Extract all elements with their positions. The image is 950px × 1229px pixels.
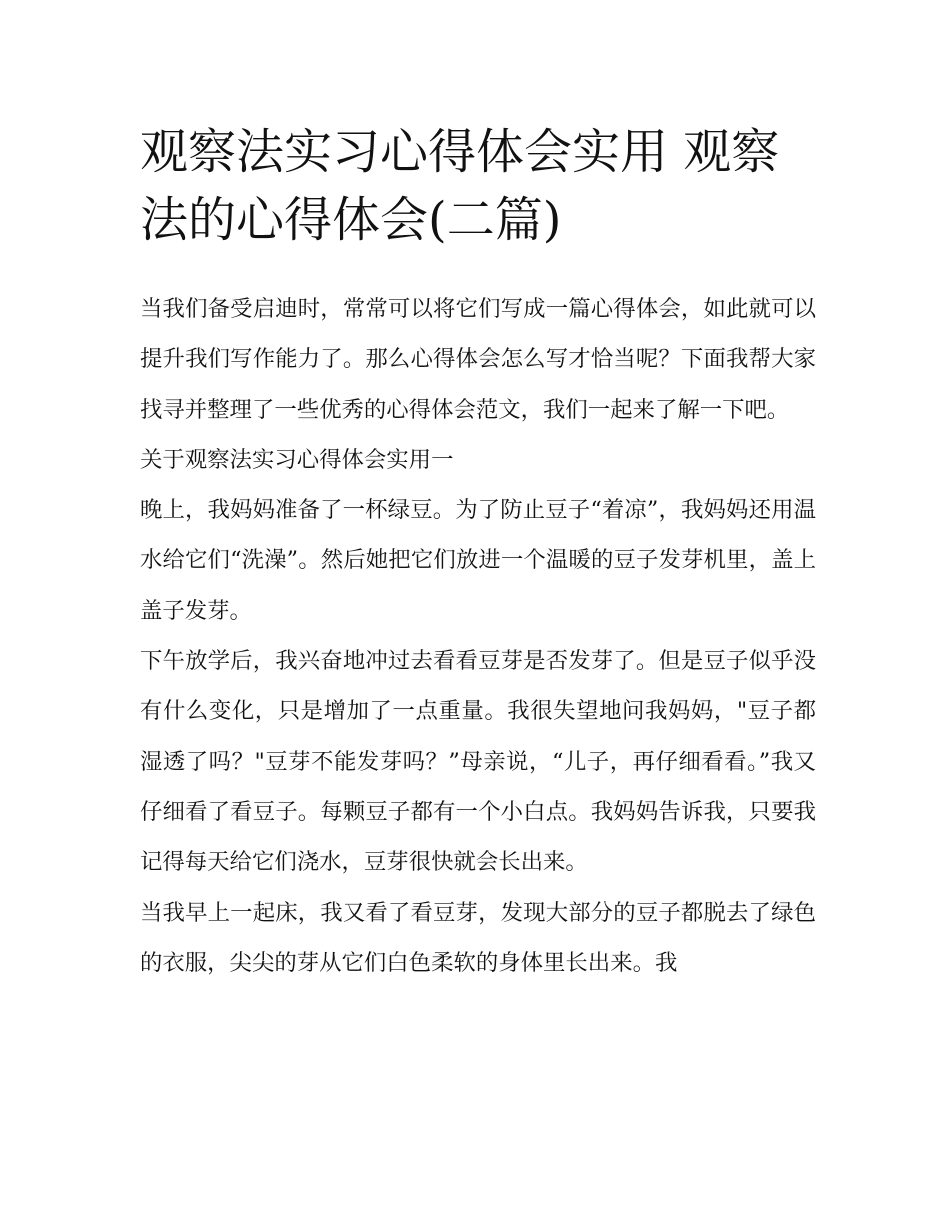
intro-paragraph: 当我们备受启迪时，常常可以将它们写成一篇心得体会，如此就可以提升我们写作能力了。那么心得体会怎么写才恰当呢？下面我帮大家找寻并整理了一些优秀的心得体会范文，我们一起来了解一下吧。 [140,296,816,423]
document-content [140,118,816,988]
section-heading: 关于观察法实习心得体会实用一 [140,446,454,473]
body-paragraph: 下午放学后，我兴奋地冲过去看看豆芽是否发芽了。但是豆子似乎没有什么变化，只是增加了一点重量。我很失望地问我妈妈，"豆子都湿透了吗？"豆芽不能发芽吗？”母亲说，“儿子，再仔细看看。”我又仔细看了看豆子。每颗豆子都有一个小白点。我妈妈告诉我，只要我记得每天给它们浇水，豆芽很快就会长出来。 [140,648,816,876]
body-paragraph: 当我早上一起床，我又看了看豆芽，发现大部分的豆子都脱去了绿色的衣服，尖尖的芽从它们白色柔软的身体里长出来。我 [140,899,816,976]
document-body [140,284,816,988]
body-paragraph: 晚上，我妈妈准备了一杯绿豆。为了防止豆子“着凉”，我妈妈还用温水给它们“洗澡”。然后她把它们放进一个温暖的豆子发芽机里，盖上盖子发芽。 [140,497,816,624]
document-title: 观察法实习心得体会实用 观察法的心得体会(二篇) [140,124,780,248]
